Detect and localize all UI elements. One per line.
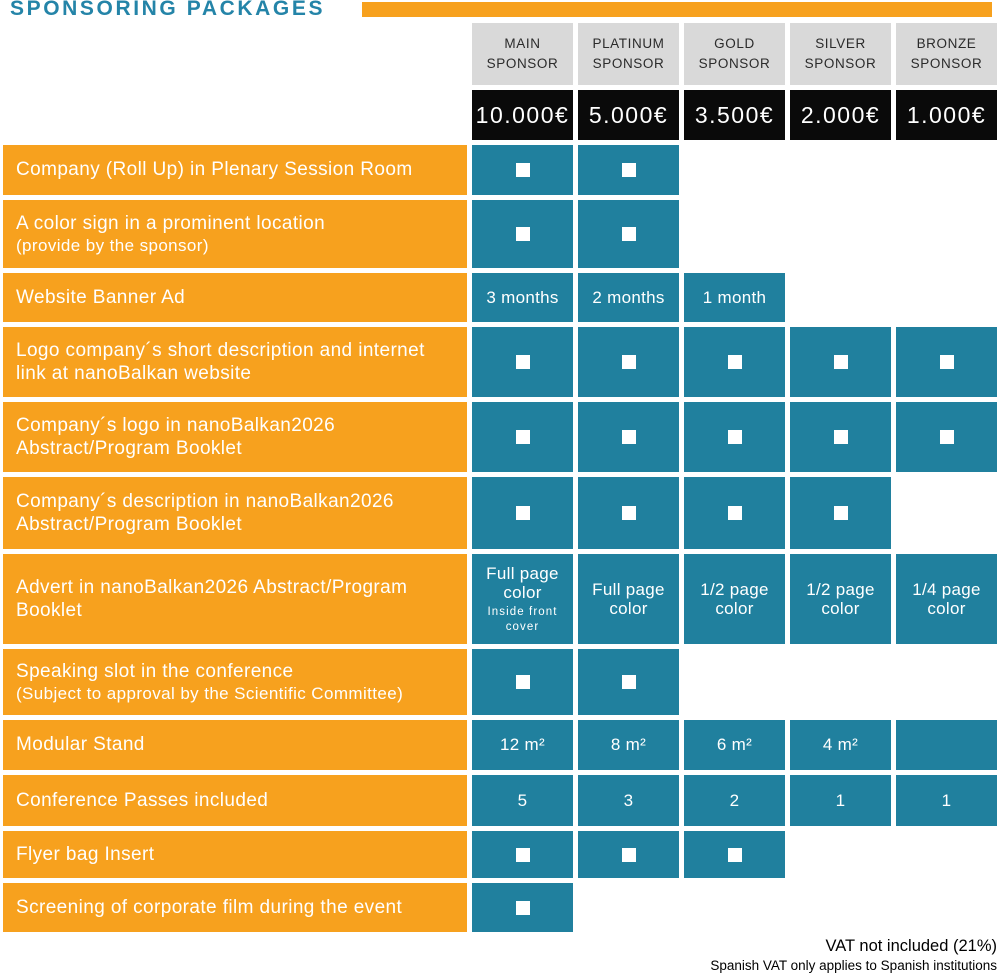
column-header-tier: GOLD <box>714 35 755 51</box>
cell-value: 1/2 page color <box>806 579 875 618</box>
empty-cell <box>790 200 891 268</box>
vat-footer <box>0 937 997 974</box>
empty-cell <box>578 883 679 932</box>
column-header-word: SPONSOR <box>592 56 665 71</box>
package-cell <box>684 775 785 826</box>
price-cell-bronze: 1.000€ <box>896 90 997 140</box>
check-square-icon <box>834 506 848 520</box>
row-label-subtext: (provide by the sponsor) <box>16 235 209 255</box>
empty-cell <box>684 145 785 195</box>
column-header-word: SPONSOR <box>698 56 771 71</box>
packages-table <box>3 23 997 932</box>
check-square-icon <box>622 848 636 862</box>
check-square-icon <box>516 227 530 241</box>
cell-value: 1 <box>835 790 846 810</box>
check-square-icon <box>728 848 742 862</box>
check-square-icon <box>516 675 530 689</box>
check-square-icon <box>622 675 636 689</box>
package-cell <box>472 200 573 268</box>
check-square-icon <box>834 355 848 369</box>
price-cell-platinum: 5.000€ <box>578 90 679 140</box>
package-cell <box>684 402 785 472</box>
header-spacer <box>3 23 467 85</box>
package-cell <box>684 327 785 397</box>
check-square-icon <box>516 355 530 369</box>
row-label-text: Modular Stand <box>16 734 145 756</box>
check-square-icon <box>516 163 530 177</box>
cell-value: 3 months <box>486 287 559 307</box>
price-cell-gold: 3.500€ <box>684 90 785 140</box>
row-label <box>3 649 467 715</box>
empty-cell <box>684 883 785 932</box>
check-square-icon <box>622 506 636 520</box>
package-cell <box>790 402 891 472</box>
package-cell <box>896 775 997 826</box>
cell-value: 1/4 page color <box>912 579 981 618</box>
package-cell <box>578 649 679 715</box>
cell-value: 1/2 page color <box>700 579 769 618</box>
cell-value: 5 <box>517 790 528 810</box>
column-header-tier: MAIN <box>504 35 541 51</box>
package-cell <box>578 831 679 878</box>
check-square-icon <box>622 355 636 369</box>
package-cell <box>472 720 573 770</box>
page-header <box>0 0 1000 23</box>
column-header-silver <box>790 23 891 85</box>
page-title: SPONSORING PACKAGES <box>10 0 326 20</box>
row-label-text: Advert in nanoBalkan2026 Abstract/Program Booklet <box>16 576 408 621</box>
row-label-text: Company (Roll Up) in Plenary Session Room <box>16 159 413 181</box>
column-header-tier: PLATINUM <box>592 35 665 51</box>
check-square-icon <box>834 430 848 444</box>
package-cell <box>578 554 679 644</box>
package-cell <box>472 273 573 322</box>
row-label <box>3 775 467 826</box>
column-header-tier: SILVER <box>815 35 866 51</box>
package-cell <box>790 554 891 644</box>
row-label-text: Flyer bag Insert <box>16 843 155 865</box>
package-cell <box>472 649 573 715</box>
package-cell <box>472 883 573 932</box>
cell-value: 2 months <box>592 287 665 307</box>
package-cell <box>684 554 785 644</box>
check-square-icon <box>728 430 742 444</box>
empty-cell <box>684 649 785 715</box>
package-cell <box>896 402 997 472</box>
row-label-text: Screening of corporate film during the event <box>16 896 403 918</box>
empty-cell <box>896 273 997 322</box>
cell-value: 2 <box>729 790 740 810</box>
package-cell <box>896 554 997 644</box>
cell-value: 6 m² <box>716 735 753 755</box>
package-cell <box>896 327 997 397</box>
cell-value: Full page color <box>592 579 665 618</box>
package-cell <box>578 720 679 770</box>
check-square-icon <box>728 506 742 520</box>
empty-cell <box>896 477 997 549</box>
empty-cell <box>896 200 997 268</box>
package-cell <box>790 775 891 826</box>
column-header-main <box>472 23 573 85</box>
row-label-text: Logo company´s short description and internet link at nanoBalkan website <box>16 339 425 384</box>
empty-cell <box>790 831 891 878</box>
row-label <box>3 200 467 268</box>
check-square-icon <box>516 901 530 915</box>
check-square-icon <box>940 355 954 369</box>
cell-value: 3 <box>623 790 634 810</box>
row-label <box>3 477 467 549</box>
row-label <box>3 831 467 878</box>
package-cell <box>578 775 679 826</box>
price-spacer <box>3 90 467 140</box>
package-cell <box>578 327 679 397</box>
package-cell <box>684 720 785 770</box>
vat-note-detail: Spanish VAT only applies to Spanish institutions <box>710 957 997 973</box>
empty-cell <box>896 649 997 715</box>
column-header-word: SPONSOR <box>910 56 983 71</box>
row-label-text: Company´s logo in nanoBalkan2026 Abstract/Program Booklet <box>16 414 336 459</box>
row-label-text: Conference Passes included <box>16 789 269 811</box>
row-label-text: Website Banner Ad <box>16 286 186 308</box>
empty-cell <box>790 883 891 932</box>
cell-value: 1 <box>941 790 952 810</box>
package-cell <box>578 145 679 195</box>
cell-value: 12 m² <box>500 735 545 755</box>
row-label-subtext: (Subject to approval by the Scientific Committee) <box>16 683 404 703</box>
row-label <box>3 402 467 472</box>
cell-value: Full page color <box>486 564 559 603</box>
package-cell <box>472 477 573 549</box>
empty-cell <box>790 649 891 715</box>
check-square-icon <box>728 355 742 369</box>
check-square-icon <box>516 430 530 444</box>
price-cell-main: 10.000€ <box>472 90 573 140</box>
column-header-gold <box>684 23 785 85</box>
cell-value: 8 m² <box>610 735 647 755</box>
row-label <box>3 554 467 644</box>
column-header-tier: BRONZE <box>916 35 977 51</box>
package-cell <box>578 402 679 472</box>
cell-value: 4 m² <box>822 735 859 755</box>
package-cell <box>472 145 573 195</box>
row-label <box>3 883 467 932</box>
check-square-icon <box>516 506 530 520</box>
package-cell <box>472 775 573 826</box>
package-cell <box>684 273 785 322</box>
package-cell <box>578 477 679 549</box>
row-label-text: Company´s description in nanoBalkan2026 Abstract/Program Booklet <box>16 490 394 535</box>
package-cell <box>472 402 573 472</box>
empty-cell <box>896 145 997 195</box>
empty-cell <box>896 831 997 878</box>
row-label <box>3 327 467 397</box>
row-label-text: Speaking slot in the conference <box>16 660 294 682</box>
empty-cell <box>896 883 997 932</box>
check-square-icon <box>516 848 530 862</box>
package-cell <box>684 477 785 549</box>
package-cell <box>790 477 891 549</box>
check-square-icon <box>622 227 636 241</box>
row-label <box>3 145 467 195</box>
empty-cell <box>790 145 891 195</box>
empty-cell <box>684 200 785 268</box>
package-cell <box>684 831 785 878</box>
package-cell <box>472 327 573 397</box>
package-cell <box>578 273 679 322</box>
column-header-bronze <box>896 23 997 85</box>
row-label-text: A color sign in a prominent location <box>16 212 326 234</box>
check-square-icon <box>940 430 954 444</box>
cell-value: 1 month <box>702 287 767 307</box>
cell-subvalue: Inside front cover <box>487 606 558 633</box>
package-cell <box>578 200 679 268</box>
package-cell <box>472 831 573 878</box>
price-cell-silver: 2.000€ <box>790 90 891 140</box>
column-header-word: SPONSOR <box>804 56 877 71</box>
package-cell <box>896 720 997 770</box>
check-square-icon <box>622 430 636 444</box>
top-accent-bar <box>362 2 992 17</box>
check-square-icon <box>622 163 636 177</box>
package-cell <box>790 327 891 397</box>
package-cell <box>790 720 891 770</box>
package-cell <box>472 554 573 644</box>
column-header-platinum <box>578 23 679 85</box>
column-header-word: SPONSOR <box>486 56 559 71</box>
row-label <box>3 720 467 770</box>
empty-cell <box>790 273 891 322</box>
vat-note: VAT not included (21%) <box>825 937 997 955</box>
row-label <box>3 273 467 322</box>
